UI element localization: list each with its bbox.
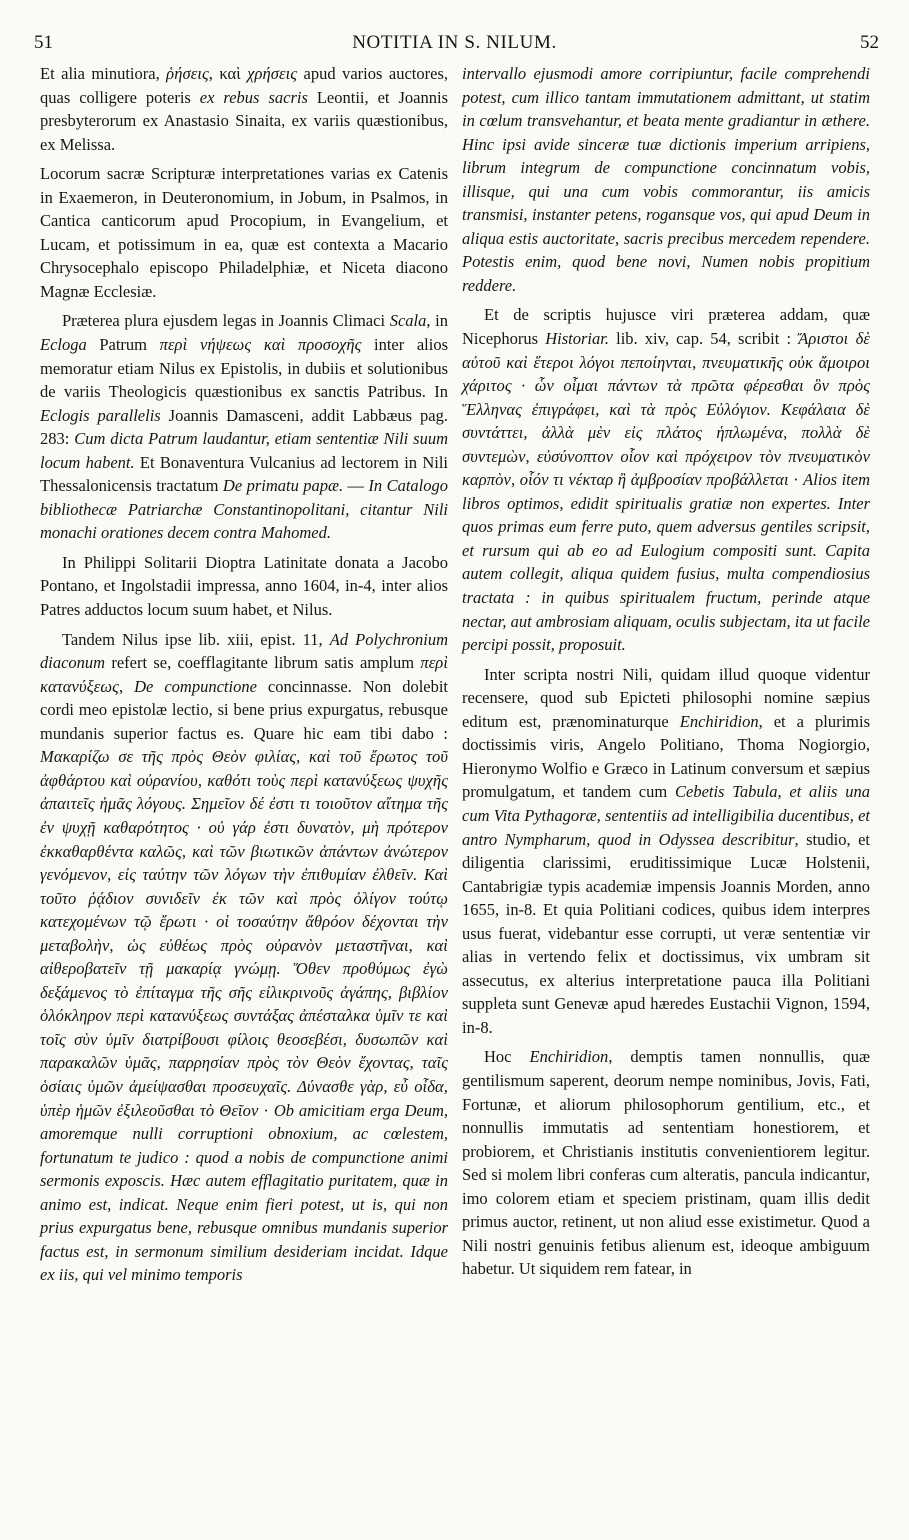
italic-span: Ecloga xyxy=(40,335,87,355)
text-span: Hoc xyxy=(484,1047,530,1067)
text-span: , demptis tamen nonnullis, quæ gentilismum saperent, deorum nempe nominibus, Jovis, Fati, Fortunæ, et aliorum philosophorum gentilium, etc., et nonnullis immutatis ad sententiam honestiorem, et probiorem, et Christianis institutis convenientiorem legitur. Sed si molem libri conferas cum alteratis, pancula indicantur, imo colorem etiam et speciem pristinam, quam illis dedit primus auctor, retinent, ut non aliud esse existimetur. Quod a Nili nostri genuinis fetibus alienum est, ideoque ambiguum habetur. Ut siquidem rem fatear, in xyxy=(462,1047,870,1279)
italic-span: ex rebus sacris xyxy=(199,87,308,107)
latin-translation: Ob amicitiam erga Deum, amoremque nulli corruptioni obnoxium, ac cœlestem, fortunatum te judico : quod a nobis de compunctione animi sermonis exposcis. Hæc autem efflagitatio puritatem, quæ in animo est, indicat. Neque enim fieri potest, ut is, qui non prius expurgatus bene, rebusque omnibus mundanis superior factus est, in sermonum similium desideriam incidat. Idque ex iis, qui vel minimo temporis xyxy=(40,1100,449,1285)
text-span: refert se, coefflagitante librum satis amplum xyxy=(105,653,421,673)
greek-span: περὶ νήψεως καὶ προσοχῆς xyxy=(159,335,362,355)
paragraph-right-3 xyxy=(462,663,870,1040)
text-span: , καὶ xyxy=(208,64,248,83)
latin-translation: Alios item libros optimos, edidit spiritualis gratiæ non expertes. Inter quos primas eum ferre puto, quem adversus gentiles scripsit, et rursum qui ab eo ad Eulogium compositi sunt. Capita autem collegit, aliqua quidem fusius, multa compendiosius tractata : in quibus spiritualem fructum, perinde atque nectar, aut ambrosiam aliquam, oculis subjectam, ita ut facile percipi possit, proposuit. xyxy=(462,470,870,655)
italic-span: Cum dicta Patrum laudantur, etiam sententiæ Nili suum locum habent. xyxy=(40,429,448,472)
text-span: Patrum xyxy=(86,335,160,355)
paragraph-left-3 xyxy=(40,309,448,544)
text-span: — xyxy=(343,476,369,496)
latin-translation-continued: intervallo ejusmodi amore corripiuntur, facile comprehendi potest, cum illico tantam immutationem admittant, ut statim in cœlum transvehantur, et beata mente gradiantur in æthere. Hinc ipsi avide sinceræ tuæ dictionis imperium arripiens, librum integrum de compunctione concinnatum vobis, illisque, qui una cum vobis commorantur, iis amicis transmisi, instanter petens, rogansque vos, qui apud Deum in aliqua estis auctoritate, sacris precibus mercedem rependere. Potestis enim, quod bene novi, Numen nobis propitium reddere. xyxy=(462,64,870,295)
text-span: apud varios auctores, quas colligere poteris xyxy=(40,64,448,107)
text-span: Præterea plura ejusdem legas in Joannis Climaci xyxy=(62,311,390,331)
italic-span: Enchiridion xyxy=(529,1047,609,1067)
text-span: Et Bonaventura Vulcanius ad lectorem in Nili Thessalonicensis tractatum xyxy=(40,452,448,496)
text-span: inter alios memoratur etiam Nilus ex Epistolis, in dubiis et solutionibus de variis Theologicis quæstionibus ex sanctis Patribus. In xyxy=(40,335,448,402)
left-column xyxy=(40,62,448,1293)
page-number-right: 52 xyxy=(860,32,879,53)
right-column xyxy=(462,62,870,1287)
paragraph-right-1 xyxy=(462,62,870,297)
greek-span: χρήσεις xyxy=(247,64,298,83)
italic-span: Ad Polychronium diaconum xyxy=(40,629,449,673)
text-span: Inter scripta nostri Nili, quidam illud quoque videntur recensere, quod sub Epicteti philosophi nomine sæpius editum est, prænominaturque xyxy=(462,664,870,731)
paragraph-left-4: In Philippi Solitarii Dioptra Latinitate donata a Jacobo Pontano, et Ingolstadii impressa, anno 1604, in-4, inter alios Patres adductos locum suum habet, et Nilus. xyxy=(40,552,448,620)
italic-span: Cebetis Tabula, et aliis una cum Vita Pythagoræ, sententiis ad intelligibilia ducentibus, et antro Nympharum, quod in Odyssea describitur xyxy=(462,782,870,849)
paragraph-right-2 xyxy=(462,303,870,656)
greek-quotation: Μακαρίζω σε τῆς πρὸς Θεὸν φιλίας, καὶ τοῦ ἔρωτος τοῦ ἀφθάρτου καὶ οὐρανίου, καθότι τοὺς περὶ κατανύξεως ψυχῆς ἀπαιτεῖς ἡμᾶς λόγους. Σημεῖον δέ ἐστι τι τοιοῦτον αἴτημα τῆς ἐν ψυχῇ καθαρότητος · οὐ γάρ ἐστι δυνατὸν, μὴ πρότερον ἐκκαθαρθέντα καλῶς, καὶ τῶν βιωτικῶν ἁπάντων ἀνώτερον γενόμενον, εἰς ταύτην τῶν λόγων τὴν ἐπιθυμίαν ἐλθεῖν. Καὶ τοῦτο ῥᾴδιον συνιδεῖν ἐκ τῶν καὶ πρὸς ὀλίγον τούτῳ κατεχομένων τῷ ἔρωτι · οἱ τοσαύτην ἄθρόον δέχονται τὴν μεταβολὴν, ὡς εὐθέως πρὸς οὐρανὸν μεταστῆναι, καὶ αἰθεροβατεῖν τῇ μακαρίᾳ γνώμῃ. Ὅθεν προθύμως ἐγὼ δεξάμενος τὸ ἐπίταγμα τῆς σῆς εἰλικρινοῦς ἀγάπης, βιβλίον ὁλόκληρον περὶ κατανύξεως συντάξας ἀπέσταλκα ὑμῖν τε καὶ τοῖς σὺν ὑμῖν διατρίβουσι φίλοις θεοσεβέσι, δυσωπῶν καὶ παρακαλῶν ὑμᾶς, παρρησίαν πρὸς τὸν Θεὸν ἔχοντας, ταῖς ὁσίαις ὑμῶν ἀμείψασθαι προσευχαῖς. Δύνασθε γὰρ, εὖ οἶδα, ὑπὲρ ἡμῶν ἐξιλεοῦσθαι τὸ Θεῖον xyxy=(40,747,448,1120)
page-number-left: 51 xyxy=(34,32,53,53)
greek-span: ῥήσεις xyxy=(166,64,209,83)
text-span: lib. xiv, cap. 54, scribit : xyxy=(608,329,799,349)
text-span: concinnasse. Non dolebit cordi meo epistolæ lectio, si bene prius expurgatus, rebusque mundanis superior factus es. Quare hic eam tibi dabo : xyxy=(40,676,449,743)
italic-span: In Catalogo bibliothecæ Patriarchæ Constantinopolitani, citantur Nili monachi orationes decem contra Mahomed. xyxy=(40,476,448,543)
text-span: Tandem Nilus ipse lib. xiii, epist. 11, xyxy=(62,629,330,649)
greek-quotation: Ἄριστοι δὲ αὐτοῦ καὶ ἕτεροι λόγοι πεποίηνται, πνευματικῆς οὐκ ἄμοιροι χάριτος · ὧν οἶμαι πάντων τὰ πρῶτα φέρεσθαι ὃν πρὸς Ἕλληνας ἐπιγράφει, καὶ τὰ πρὸς Εὐλόγιον. Κεφάλαια δὲ συντάττει, ἀλλὰ μὲν εἰς πλάτος ἡπλωμένα, πολλὰ δὲ συντεμὼν, εὐσύνοπτον οἷον καὶ πρόχειρον τὸν πνευματικὸν καρπὸν, οἷόν τι νέκταρ ἢ ἀμβροσίαν προβάλλεται xyxy=(462,329,870,490)
italic-span: Historiar. xyxy=(545,329,609,349)
paragraph-right-4 xyxy=(462,1045,870,1280)
text-span: , in xyxy=(426,311,448,331)
italic-span: De primatu papæ. xyxy=(222,476,344,496)
text-span: , xyxy=(118,676,135,696)
italic-span: Scala xyxy=(389,311,427,331)
italic-span: Eclogis parallelis xyxy=(40,405,161,425)
text-span: Joannis Damasceni, addit Labbæus pag. 283: xyxy=(40,405,448,449)
greek-span: περὶ κατανύξεως xyxy=(40,653,448,696)
text-span: · xyxy=(788,470,804,490)
paragraph-left-2: Locorum sacræ Scripturæ interpretationes varias ex Catenis in Exaemeron, in Deuteronomium, in Jobum, in Psalmos, in Cantica canticorum apud Procopium, in Evangelium, et Lucam, et potissimum in ea, quæ est contexta a Macario Chrysocephalo episcopo Philadelphiæ, et Niceta diacono Magnæ Ecclesiæ. xyxy=(40,164,448,301)
text-span: Et alia minutiora, xyxy=(40,64,167,83)
running-title: NOTITIA IN S. NILUM. xyxy=(352,32,557,53)
paragraph-left-1 xyxy=(40,62,448,156)
text-span: Leontii, et Joannis presbyterorum ex Anastasio Sinaita, ex variis quæstionibus, ex Melissa. xyxy=(40,87,448,154)
text-span: Et de scriptis hujusce viri præterea addam, quæ Nicephorus xyxy=(462,305,870,349)
text-span: · xyxy=(258,1100,274,1120)
text-span: , studio, et diligentia clarissimi, eruditissimique Lucæ Holstenii, Cantabrigiæ typis academiæ impensis Joannis Morden, anno 1655, in-8. Et quia Politiani codices, quibus idem interpres usus fuerat, videbantur esse corrupti, ut veræ sententiæ vir alias in vertendo felix et doctissimus, vix umbram sit assecutus, ex alterius interpretatione pauca illa Politiani suppleta sunt Genevæ apud hæredes Eustachii Vignon, 1594, in-8. xyxy=(462,829,870,1037)
paragraph-left-5 xyxy=(40,628,448,1287)
italic-span: De compunctione xyxy=(134,676,257,696)
page-header xyxy=(0,32,909,58)
italic-span: Enchiridion xyxy=(679,711,759,731)
text-span: , et a plurimis doctissimis viris, Angelo Politiano, Thoma Nogiorgio, Hieronymo Wolfio e Græco in Latinum conversum et sæpius promulgatum, et tandem cum xyxy=(462,711,870,802)
